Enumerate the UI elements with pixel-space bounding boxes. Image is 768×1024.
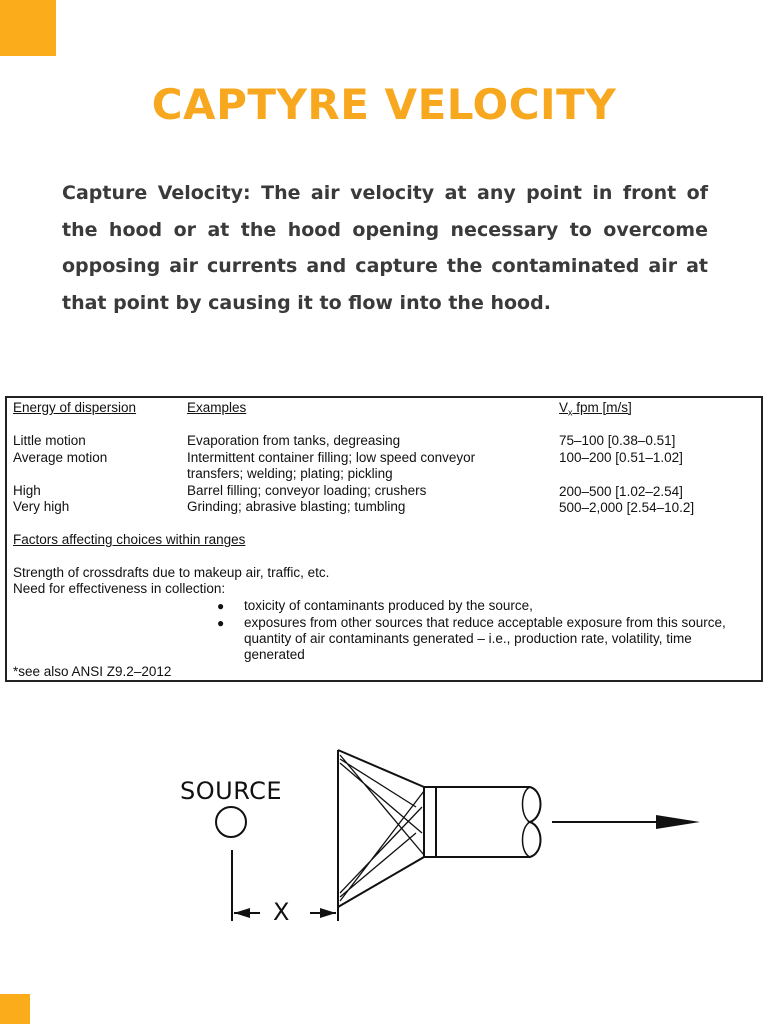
page-title: CAPTYRE VELOCITY [151, 80, 617, 129]
bullet-item-cont: quantity of air contaminants generated – i.e., production rate, volatility, time [244, 631, 692, 646]
flow-arrow-head [656, 815, 700, 829]
header-energy: Energy of dispersion [13, 400, 137, 415]
duct [436, 787, 541, 857]
factors-heading: Factors affecting choices within ranges [13, 532, 246, 547]
table-row-examples: Barrel filling; conveyor loading; crushers [187, 483, 427, 498]
hood-inner-lines [340, 755, 424, 901]
capture-velocity-definition: Capture Velocity: The air velocity at any point in front of the hood or at the hood opening necessary to overcome opposing air currents and capture the contaminated air at that point by causing it to flow into the hood. [62, 182, 708, 314]
table-row-examples: Grinding; abrasive blasting; tumbling [187, 499, 406, 514]
bullet-item: toxicity of contaminants produced by the source, [244, 598, 533, 613]
dimension-arrow-right [320, 908, 336, 918]
hood-collar [424, 787, 436, 857]
bullet-dot: ● [217, 616, 225, 630]
bullet-dot: ● [217, 599, 225, 613]
corner-accent-bottom [0, 994, 30, 1024]
hood-outline [338, 750, 424, 907]
header-velocity: $V_x$ fpm [m/s] [559, 400, 632, 418]
table-row-examples-cont: transfers; welding; plating; pickling [187, 466, 393, 481]
table-footnote: *see also ANSI Z9.2–2012 [13, 664, 172, 679]
table-row-velocity: 100–200 [0.51–1.02] [559, 450, 683, 465]
table-row-examples: Evaporation from tanks, degreasing [187, 433, 401, 448]
bullet-item-cont: generated [244, 647, 305, 662]
hood-diagram [160, 735, 720, 935]
source-label: SOURCE [180, 777, 283, 805]
capture-velocity-table [5, 396, 763, 682]
table-row-energy: Very high [13, 499, 70, 514]
table-row-energy: High [13, 483, 41, 498]
table-row-examples: Intermittent container filling; low speed conveyor [187, 450, 476, 465]
bullet-item: exposures from other sources that reduce acceptable exposure from this source, [244, 615, 726, 630]
table-row-velocity: 500–2,000 [2.54–10.2] [559, 500, 695, 515]
table-row-energy: Average motion [13, 450, 108, 465]
source-circle [216, 807, 246, 837]
header-examples: Examples [187, 400, 247, 415]
dimension-arrow-left [234, 908, 250, 918]
factor-item: Strength of crossdrafts due to makeup air, traffic, etc. [13, 565, 330, 580]
table-row-velocity: 200–500 [1.02–2.54] [559, 484, 683, 499]
factor-item: Need for effectiveness in collection: [13, 581, 226, 596]
corner-accent-top [0, 0, 56, 56]
duct-end [523, 787, 531, 857]
distance-label: X [273, 898, 290, 926]
table-row-velocity: 75–100 [0.38–0.51] [559, 433, 676, 448]
hood-drawing [160, 735, 720, 935]
table-row-energy: Little motion [13, 433, 86, 448]
